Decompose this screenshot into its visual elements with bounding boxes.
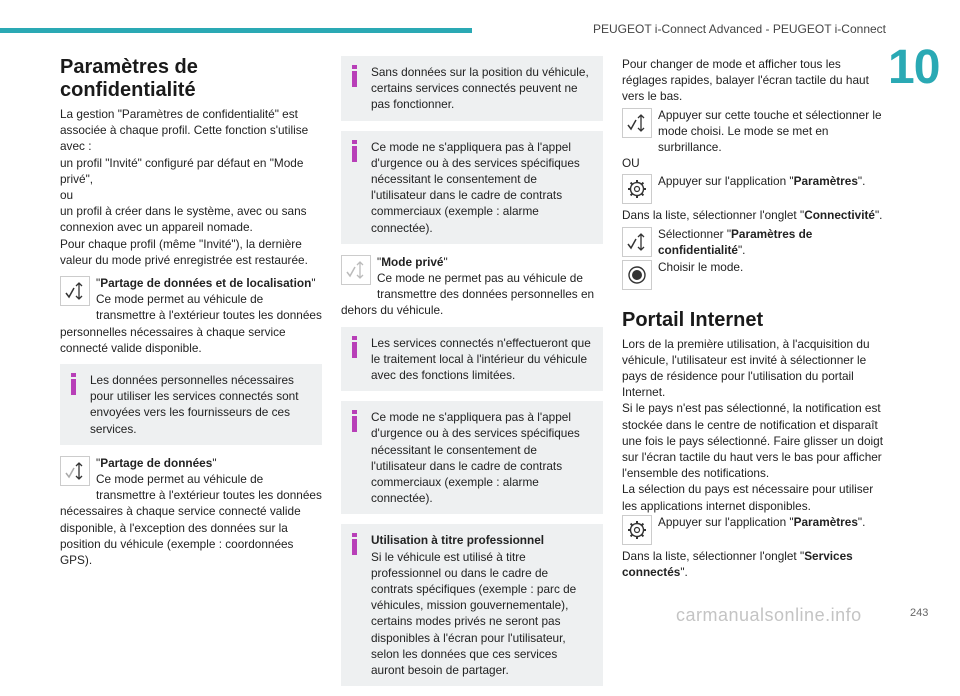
privacy-mode-icon <box>341 255 371 285</box>
text: ". <box>857 514 866 529</box>
connectivity-label: Connectivité <box>804 208 875 223</box>
note-title: Utilisation à titre professionnel <box>371 533 545 548</box>
mode-title: Partage de données <box>100 455 213 470</box>
paragraph <box>60 106 322 268</box>
privacy-mode-icon <box>60 456 90 486</box>
settings-label: Paramètres <box>793 174 858 189</box>
header-title: PEUGEOT i-Connect Advanced - PEUGEOT i-Connect <box>592 22 886 36</box>
paragraph <box>622 207 886 223</box>
info-icon <box>69 373 79 397</box>
text: un profil "Invité" configuré par défaut en "Mode privé", <box>60 155 304 186</box>
info-note <box>341 56 603 121</box>
text: Dans la liste, sélectionner l'onglet " <box>622 548 805 563</box>
radio-selected-icon <box>622 260 652 290</box>
step-settings-app-2 <box>622 514 886 546</box>
note-text: Les services connectés n'effectueront que le traitement local à l'intérieur du véhicule avec des fonctions limitées. <box>371 335 591 383</box>
info-note-professional <box>341 524 603 686</box>
note-text: Les données personnelles nécessaires pour utiliser les services connectés sont envoyées vers les fournisseurs de ces services. <box>90 373 299 436</box>
info-note <box>341 327 603 392</box>
note-text: Ce mode ne s'appliquera pas à l'appel d'urgence ou à des services spécifiques nécessitant le consentement de l'utilisateur dans le cadre de contrats commerciaux (exemple : alarme connectée). <box>371 410 580 506</box>
gear-icon <box>622 515 652 545</box>
text: Appuyer sur l'application " <box>658 514 794 529</box>
text: ". <box>737 242 746 257</box>
step-select-mode <box>622 107 886 156</box>
note-text: Si le véhicule est utilisé à titre professionnel ou dans le cadre de contrats spécifiques (exemple : parc de véhicules, mission gouvernementale), certains modes privés ne seront pas disponibles à l'écran pour l'utilisateur, selon les données que ces services auront besoin de partager. <box>371 549 577 678</box>
step-text: Appuyer sur cette touche et sélectionner le mode choisi. Le mode se met en surbrillance. <box>658 107 882 155</box>
step-text: Choisir le mode. <box>658 259 744 274</box>
privacy-mode-icon <box>622 108 652 138</box>
gear-icon <box>622 174 652 204</box>
mode-title: Mode privé <box>381 254 444 269</box>
info-icon <box>350 65 360 89</box>
text: ". <box>874 208 883 223</box>
paragraph <box>622 548 886 580</box>
page-number: 243 <box>910 607 929 619</box>
column-1 <box>60 56 322 574</box>
mode-description: Ce mode ne permet pas au véhicule de transmettre des données personnelles en dehors du véhicule. <box>341 271 595 318</box>
mode-description: Ce mode permet au véhicule de transmettre à l'extérieur toutes les données nécessaires à chaque service connecté valide disponible, à l'exception des données sur la position du véhicule (exemple : coordonnées GPS). <box>60 472 322 568</box>
note-text: Sans données sur la position du véhicule, certains services connectés peuvent ne pas fonctionner. <box>371 65 589 112</box>
info-note <box>341 401 603 514</box>
text: un profil à créer dans le système, avec ou sans connexion avec un appareil nomade. <box>60 204 307 235</box>
watermark: carmanualsonline.info <box>676 605 862 625</box>
mode-description: Ce mode permet au véhicule de transmettre à l'extérieur toutes les données personnelles nécessaires à chaque service connecté valide disponible. <box>60 292 322 355</box>
text: Dans la liste, sélectionner l'onglet " <box>622 208 805 223</box>
text: La sélection du pays est nécessaire pour utiliser les applications internet disponibles. <box>622 482 874 513</box>
privacy-mode-icon <box>60 276 90 306</box>
mode-item-data-location: "Partage de données et de localisation" Ce mode permet au véhicule de transmettre à l'extérieur toutes les données personnelles nécessaires à chaque service connecté valide disponible. <box>60 276 322 355</box>
settings-label: Paramètres <box>793 514 858 529</box>
mode-item-private: "Mode privé" Ce mode ne permet pas au véhicule de transmettre des données personnelles en dehors du véhicule. <box>341 254 595 318</box>
column-3 <box>622 56 886 587</box>
text: La gestion "Paramètres de confidentialité" est associée à chaque profil. Cette fonction s'utilise avec : <box>60 107 309 154</box>
paragraph <box>622 336 886 514</box>
connected-services-label: Services connectés <box>622 548 853 580</box>
text: ". <box>857 174 866 189</box>
text: Appuyer sur l'application " <box>658 174 794 189</box>
paragraph: Pour changer de mode et afficher tous les réglages rapides, balayer l'écran tactile du haut vers le bas. <box>622 57 869 104</box>
info-icon <box>350 533 360 557</box>
mode-title: Partage de données et de localisation <box>100 276 312 291</box>
info-icon <box>350 336 360 360</box>
step-privacy-settings <box>622 226 886 258</box>
info-icon <box>350 140 360 164</box>
privacy-settings-label: Paramètres de confidentialité <box>658 226 813 257</box>
chapter-number: 10 <box>888 41 940 94</box>
step-settings-app <box>622 173 886 205</box>
info-note <box>60 364 322 445</box>
text: Pour chaque profil (même "Invité"), la dernière valeur du mode privé enregistrée est restaurée. <box>60 236 308 267</box>
text: ou <box>60 188 74 203</box>
header-accent-bar <box>0 28 472 33</box>
privacy-mode-icon <box>622 227 652 257</box>
note-text: Ce mode ne s'appliquera pas à l'appel d'urgence ou à des services spécifiques nécessitant le consentement de l'utilisateur dans le cadre de contrats commerciaux (exemple : alarme connectée). <box>371 139 580 235</box>
mode-item-data-sharing: "Partage de données" Ce mode permet au véhicule de transmettre à l'extérieur toutes les données nécessaires à chaque service connecté valide disponible, à l'exception des données sur la position du véhicule (exemple : coordonnées GPS). <box>60 455 322 568</box>
text: Sélectionner " <box>658 226 732 241</box>
section-heading-privacy: Paramètres de confidentialité <box>60 56 198 101</box>
section-heading-portal: Portail Internet <box>622 308 764 331</box>
or-text: OU <box>622 156 640 171</box>
info-icon <box>350 410 360 434</box>
column-2 <box>341 56 603 696</box>
info-note <box>341 131 603 244</box>
text: Lors de la première utilisation, à l'acquisition du véhicule, l'utilisateur est invité à sélectionner le pays de résidence pour l'utilisation du portail Internet. <box>622 336 870 400</box>
step-choose-mode <box>622 259 886 291</box>
text: ". <box>680 565 688 580</box>
text: Si le pays n'est pas sélectionné, la notification est stockée dans le centre de notification et disparaît une fois le pays sélectionné. Faire glisser un doigt sur l'écran tactile du haut vers le bas pour afficher l'ensemble des notifications. <box>622 401 883 481</box>
